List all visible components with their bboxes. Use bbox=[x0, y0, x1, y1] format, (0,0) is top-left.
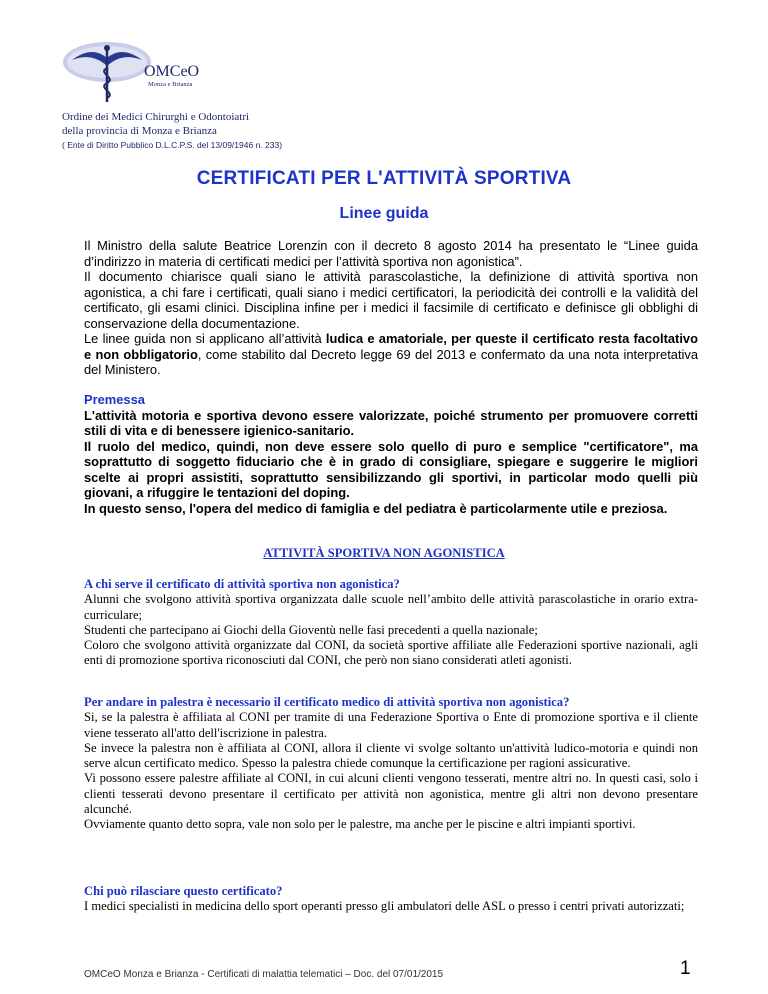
organization-info bbox=[62, 110, 282, 152]
faq-answer-line: Se invece la palestra non è affiliata al CONI, allora il cliente vi svolge soltanto un'attività ludico-motoria e quindi non serve alcun certificato medico. Spesso la palestra chiede comunque la certificazione per ragioni assicurative. bbox=[84, 740, 698, 771]
faq-question: Per andare in palestra è necessario il certificato medico di attività sportiva non agonistica? bbox=[84, 695, 570, 709]
org-name-line2: della provincia di Monza e Brianza bbox=[62, 125, 217, 137]
caduceus-emblem-icon bbox=[62, 40, 222, 110]
faq-answer-line: Coloro che svolgono attività organizzate dal CONI, da società sportive affiliate alle Federazioni sportive nazionali, agli enti di promozione sportiva riconosciuti dal CONI, che però non siano considerati atleti agonisti. bbox=[84, 638, 698, 668]
faq-gym bbox=[84, 695, 698, 833]
premessa-heading: Premessa bbox=[84, 392, 145, 407]
faq-answer-line: Ovviamente quanto detto sopra, vale non solo per le palestre, ma anche per le piscine e altri impianti sportivi. bbox=[84, 817, 636, 832]
faq-answer-line: Alunni che svolgono attività sportiva organizzata dalle scuole nell’ambito delle attività parascolastiche in orario extra-curriculare; bbox=[84, 592, 698, 622]
intro-paragraph-3: Le linee guida non si applicano all’attività ludica e amatoriale, per queste il certificato resta facoltativo e non obbligatorio, come stabilito dal Decreto legge 69 del 2013 e confermato da una nota interpretativa del Ministero. bbox=[84, 331, 699, 377]
omceo-logo bbox=[62, 40, 222, 110]
page-subtitle: Linee guida bbox=[339, 205, 429, 222]
faq-answer-line: Studenti che partecipano ai Giochi della Gioventù nelle fasi precedenti a quella nazionale; bbox=[84, 622, 538, 637]
svg-text:OMCeO: OMCeO bbox=[144, 63, 200, 80]
faq-who-issues bbox=[84, 884, 698, 915]
intro-section bbox=[84, 238, 698, 378]
section-heading: ATTIVITÀ SPORTIVA NON AGONISTICA bbox=[263, 546, 505, 560]
faq-answer-line: Vi possono essere palestre affiliate al CONI, in cui alcuni clienti vengono tesserati, mentre altri no. In questi casi, solo i clienti tesserati devono presentare il certificato per attività non agonistica, mentre gli altri non devono presentare alcunché. bbox=[84, 771, 698, 817]
intro-paragraph-1: Il Ministro della salute Beatrice Lorenzin con il decreto 8 agosto 2014 ha presentato le “Linee guida d’indirizzo in materia di certificati medici per l’attività sportiva non agonistica”. bbox=[84, 238, 698, 269]
org-name-line1: Ordine dei Medici Chirurghi e Odontoiatri bbox=[62, 111, 250, 123]
faq-question: A chi serve il certificato di attività sportiva non agonistica? bbox=[84, 577, 400, 591]
page-number: 1 bbox=[680, 958, 691, 979]
page-title: CERTIFICATI PER L'ATTIVITÀ SPORTIVA bbox=[196, 168, 572, 189]
page-footer: OMCeO Monza e Brianza - Certificati di malattia telematici – Doc. del 07/01/2015 bbox=[84, 969, 444, 980]
faq-who-needs bbox=[84, 577, 698, 669]
faq-question: Chi può rilasciare questo certificato? bbox=[84, 884, 283, 898]
intro-paragraph-2: Il documento chiarisce quali siano le attività parascolastiche, la definizione di attività sportiva non agonistica, a chi fare i certificati, quali siano i medici certificatori, la periodicità dei controlli e la validità del certificato, gli esami clinici. Disciplina infine per i medici il facsimile di certificato e definisce gli obblighi di conservazione della documentazione. bbox=[84, 269, 698, 331]
org-legal-note: ( Ente di Diritto Pubblico D.L.C.P.S. del 13/09/1946 n. 233) bbox=[62, 140, 283, 150]
premessa-paragraph-3: In questo senso, l'opera del medico di famiglia e del pediatra è particolarmente utile e preziosa. bbox=[84, 500, 668, 516]
faq-answer-line: Si, se la palestra è affiliata al CONI per tramite di una Federazione Sportiva o Ente di promozione sportiva e il cliente viene tesserato all'atto dell'iscrizione in palestra. bbox=[84, 710, 698, 740]
faq-answer-line: I medici specialisti in medicina dello sport operanti presso gli ambulatori delle ASL o presso i centri privati autorizzati; bbox=[84, 899, 685, 914]
premessa-paragraph-2: Il ruolo del medico, quindi, non deve essere solo quello di puro e semplice "certificatore", ma soprattutto di soggetto fiduciario che è in grado di consigliare, spiegare e suggerire le migliori scelte ai propri assistiti, soprattutto sensibilizzando gli sportivi, in particolar modo quelli più giovani, a rifuggire le tentazioni del doping. bbox=[84, 438, 698, 500]
svg-text:Monza e Brianza: Monza e Brianza bbox=[148, 81, 193, 88]
premessa-paragraph-1: L'attività motoria e sportiva devono essere valorizzate, poiché strumento per promuovere corretti stili di vita e di benessere igienico-sanitario. bbox=[84, 407, 698, 438]
premessa-section bbox=[84, 392, 698, 516]
